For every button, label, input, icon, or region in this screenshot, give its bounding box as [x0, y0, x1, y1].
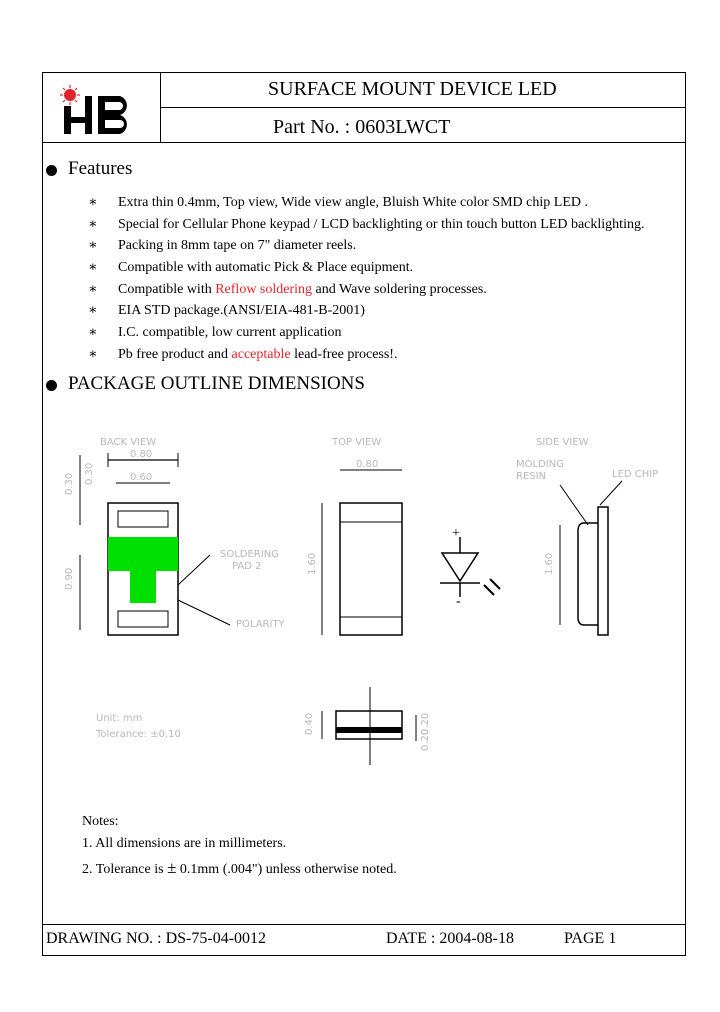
top-view-label: TOP VIEW	[332, 437, 382, 448]
package-outline-drawing	[60, 425, 680, 765]
side-view	[516, 437, 658, 635]
led-chip-callout: LED CHIP	[612, 469, 659, 480]
note-2-post: 0.1mm (.004") unless otherwise noted.	[176, 862, 397, 877]
soldering-pad-stem	[130, 571, 156, 603]
part-number: 0603LWCT	[355, 116, 451, 138]
header-divider-middle	[160, 107, 686, 108]
features-bullet-icon	[46, 165, 57, 176]
footer-divider	[42, 924, 686, 925]
polarity-callout: POLARITY	[236, 619, 285, 630]
tolerance-note: Tolerance: ±0.10	[96, 729, 181, 740]
asterisk-bullet-icon: ∗	[88, 195, 98, 210]
asterisk-bullet-icon: ∗	[88, 325, 98, 340]
feature-highlight: Reflow soldering	[215, 282, 313, 297]
features-heading: Features	[68, 158, 133, 179]
feature-item	[88, 237, 356, 254]
front-dim-3: 0.20	[420, 728, 431, 751]
back-view-label: BACK VIEW	[100, 437, 157, 448]
plus-minus-icon: ±	[167, 858, 177, 877]
back-mid-dim: 0.90	[64, 567, 75, 590]
feature-text: Special for Cellular Phone keypad / LCD backlighting or thin touch button LED backlighting.	[118, 217, 645, 232]
asterisk-bullet-icon: ∗	[88, 260, 98, 275]
asterisk-bullet-icon: ∗	[88, 238, 98, 253]
molding-callout-2: RESIN	[516, 471, 547, 482]
back-inner-dim: 0.60	[130, 472, 153, 483]
package-bullet-icon	[46, 380, 57, 391]
side-length-dim: 1.60	[544, 552, 555, 575]
soldering-pad-top	[108, 537, 178, 571]
light-arrow-1	[484, 585, 494, 595]
feature-text-end: lead-free process!.	[290, 347, 398, 362]
side-view-label: SIDE VIEW	[536, 437, 589, 448]
note-2	[82, 858, 397, 878]
feature-text: Compatible with	[118, 282, 216, 297]
soldering-pad-callout-1: SOLDERING	[220, 549, 279, 560]
unit-note: Unit: mm	[96, 713, 143, 724]
document-date: DATE : 2004-08-18	[386, 930, 514, 947]
feature-item	[88, 194, 588, 211]
feature-item	[88, 259, 413, 276]
top-length-dim: 1.60	[307, 552, 318, 575]
asterisk-bullet-icon: ∗	[88, 282, 98, 297]
top-width-dim: 0.80	[356, 459, 379, 470]
back-width-dim: 0.80	[130, 449, 153, 460]
page-number: PAGE 1	[564, 930, 617, 947]
part-number-line	[273, 116, 450, 139]
note-2-pre: 2. Tolerance is	[82, 862, 168, 877]
feature-text: Pb free product and	[118, 347, 232, 362]
molding-callout-1: MOLDING	[516, 459, 564, 470]
front-view	[95, 687, 431, 765]
feature-text: Packing in 8mm tape on 7" diameter reels.	[118, 238, 357, 253]
feature-text: Compatible with automatic Pick & Place equipment.	[118, 260, 414, 275]
front-dim-2: 0.20	[420, 712, 431, 735]
package-heading: PACKAGE OUTLINE DIMENSIONS	[68, 373, 365, 394]
hb-logo	[58, 84, 148, 140]
feature-item	[88, 302, 365, 319]
diode-icon	[442, 553, 478, 581]
light-arrow-2	[490, 579, 500, 589]
feature-highlight: acceptable	[231, 347, 291, 362]
feature-item	[88, 324, 342, 341]
feature-item	[88, 281, 487, 298]
cathode-minus: -	[456, 594, 461, 609]
header-divider-bottom	[42, 142, 686, 143]
front-height-dim: 0.40	[304, 712, 315, 735]
asterisk-bullet-icon: ∗	[88, 347, 98, 362]
feature-text: Extra thin 0.4mm, Top view, Wide view angle, Bluish White color SMD chip LED .	[118, 195, 588, 210]
feature-text-end: and Wave soldering processes.	[312, 282, 487, 297]
notes-heading: Notes:	[82, 814, 119, 829]
top-view	[307, 437, 500, 635]
asterisk-bullet-icon: ∗	[88, 217, 98, 232]
back-view	[64, 437, 286, 635]
document-title: SURFACE MOUNT DEVICE LED	[268, 78, 557, 100]
soldering-pad-callout-2: PAD 2	[232, 561, 262, 572]
drawing-number: DRAWING NO. : DS-75-04-0012	[46, 930, 267, 947]
feature-text: EIA STD package.(ANSI/EIA-481-B-2001)	[118, 303, 365, 318]
note-1: 1. All dimensions are in millimeters.	[82, 836, 287, 851]
asterisk-bullet-icon: ∗	[88, 303, 98, 318]
anode-plus: +	[452, 526, 460, 541]
part-label: Part No. :	[273, 116, 356, 138]
feature-text: I.C. compatible, low current application	[118, 325, 342, 340]
back-top-dim-2: 0.30	[84, 462, 95, 485]
feature-item	[88, 346, 397, 363]
logo-red-dot-icon	[64, 89, 76, 101]
feature-item	[88, 216, 644, 233]
back-top-dim-1: 0.30	[64, 472, 75, 495]
